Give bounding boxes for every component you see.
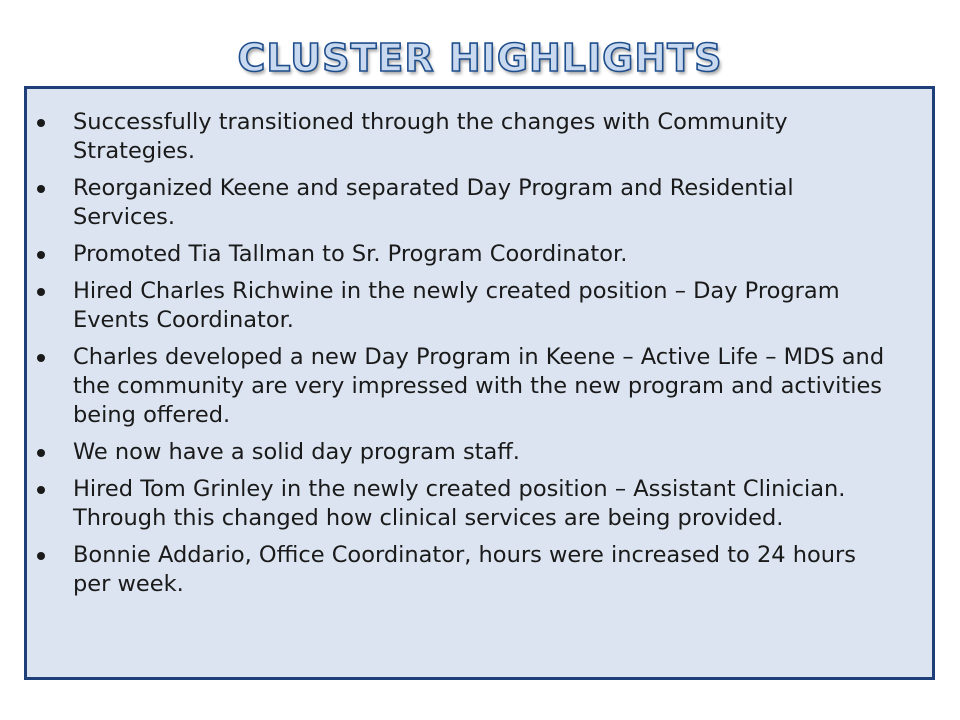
bullet-item xyxy=(73,240,892,269)
bullet-list xyxy=(27,89,932,599)
bullet-item xyxy=(73,343,892,430)
bullet-text: Reorganized Keene and separated Day Program and Residential Services. xyxy=(73,175,794,230)
bullet-text: We now have a solid day program staff. xyxy=(73,439,520,465)
bullet-dot-icon xyxy=(37,251,45,259)
bullet-dot-icon xyxy=(37,288,45,296)
bullet-dot-icon xyxy=(37,486,45,494)
bullet-item xyxy=(73,108,892,166)
bullet-dot-icon xyxy=(37,185,45,193)
bullet-dot-icon xyxy=(37,354,45,362)
bullet-text: Hired Charles Richwine in the newly created position – Day Program Events Coordinator. xyxy=(73,278,840,333)
bullet-text: Hired Tom Grinley in the newly created position – Assistant Clinician. Through this changed how clinical services are being provided. xyxy=(73,476,846,531)
bullet-text: Bonnie Addario, Office Coordinator, hours were increased to 24 hours per week. xyxy=(73,542,856,597)
bullet-item xyxy=(73,475,892,533)
bullet-dot-icon xyxy=(37,119,45,127)
bullet-text: Promoted Tia Tallman to Sr. Program Coordinator. xyxy=(73,241,628,267)
bullet-dot-icon xyxy=(37,449,45,457)
bullet-item xyxy=(73,541,892,599)
highlights-box xyxy=(24,86,935,680)
bullet-item xyxy=(73,438,892,467)
bullet-text: Charles developed a new Day Program in Keene – Active Life – MDS and the community are very impressed with the new program and activities being offered. xyxy=(73,344,885,428)
bullet-item xyxy=(73,277,892,335)
bullet-dot-icon xyxy=(37,552,45,560)
bullet-text: Successfully transitioned through the changes with Community Strategies. xyxy=(73,109,788,164)
slide-title: CLUSTER HIGHLIGHTS xyxy=(237,36,723,80)
bullet-item xyxy=(73,174,892,232)
